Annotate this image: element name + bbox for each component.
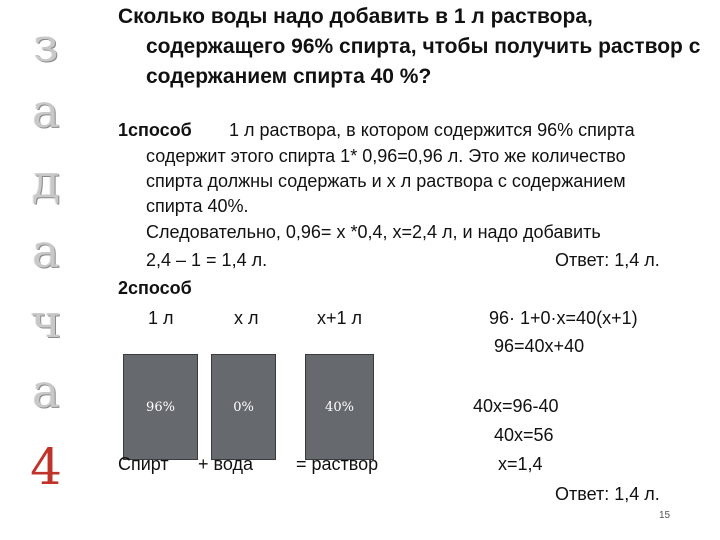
problem-title-line-3: содержанием спирта 40 %? — [146, 65, 432, 88]
side-letter-5: ч — [30, 294, 62, 348]
method-1-line-2: содержит этого спирта 1* 0,96=0,96 л. Это же количество — [146, 146, 626, 166]
method-1-line-5: Следовательно, 0,96= х *0,4, х=2,4 л, и надо добавить — [146, 222, 601, 242]
side-letter-4: а — [32, 224, 60, 278]
caption-solution: = раствор — [296, 454, 379, 474]
box-solution — [305, 354, 374, 460]
side-letter-3: д — [31, 154, 61, 208]
box-water-percent: 0% — [233, 399, 254, 415]
volume-label-3: х+1 л — [317, 308, 363, 328]
caption-alcohol: Спирт — [118, 454, 169, 474]
method-1-line-4: спирта 40%. — [146, 196, 249, 216]
caption-water: + вода — [198, 454, 254, 474]
side-letter-6: а — [32, 364, 60, 418]
problem-title-line-2: содержащего 96% спирта, чтобы получить раствор с — [146, 35, 701, 58]
side-letter-1: з — [33, 18, 59, 72]
method-1-label: 1способ — [118, 120, 192, 140]
solution-step-1: 40х=96-40 — [473, 396, 559, 416]
volume-label-2: х л — [234, 308, 259, 328]
method-2-label: 2способ — [118, 278, 192, 298]
solution-step-3: х=1,4 — [498, 454, 543, 474]
method-1-line-1: 1 л раствора, в котором содержится 96% спирта — [229, 120, 635, 140]
box-alcohol-percent: 96% — [146, 399, 175, 415]
method-1-line-6: 2,4 – 1 = 1,4 л. — [146, 250, 268, 270]
side-letter-7: 4 — [30, 438, 62, 496]
volume-label-1: 1 л — [148, 308, 174, 328]
method-2-answer: Ответ: 1,4 л. — [555, 484, 660, 504]
equation-line-1: 96· 1+0·х=40(х+1) — [489, 308, 638, 328]
box-solution-percent: 40% — [325, 399, 354, 415]
method-1-line-3: спирта должны содержать и х л раствора с содержанием — [146, 171, 626, 191]
solution-step-2: 40х=56 — [494, 425, 554, 445]
method-1-answer: Ответ: 1,4 л. — [555, 250, 660, 270]
page-number: 15 — [659, 510, 671, 521]
box-water — [211, 354, 276, 460]
box-alcohol — [123, 354, 198, 460]
side-letter-2: а — [32, 84, 60, 138]
equation-line-2: 96=40х+40 — [494, 336, 585, 356]
problem-title-line-1: Сколько воды надо добавить в 1 л раствора, — [118, 5, 593, 28]
